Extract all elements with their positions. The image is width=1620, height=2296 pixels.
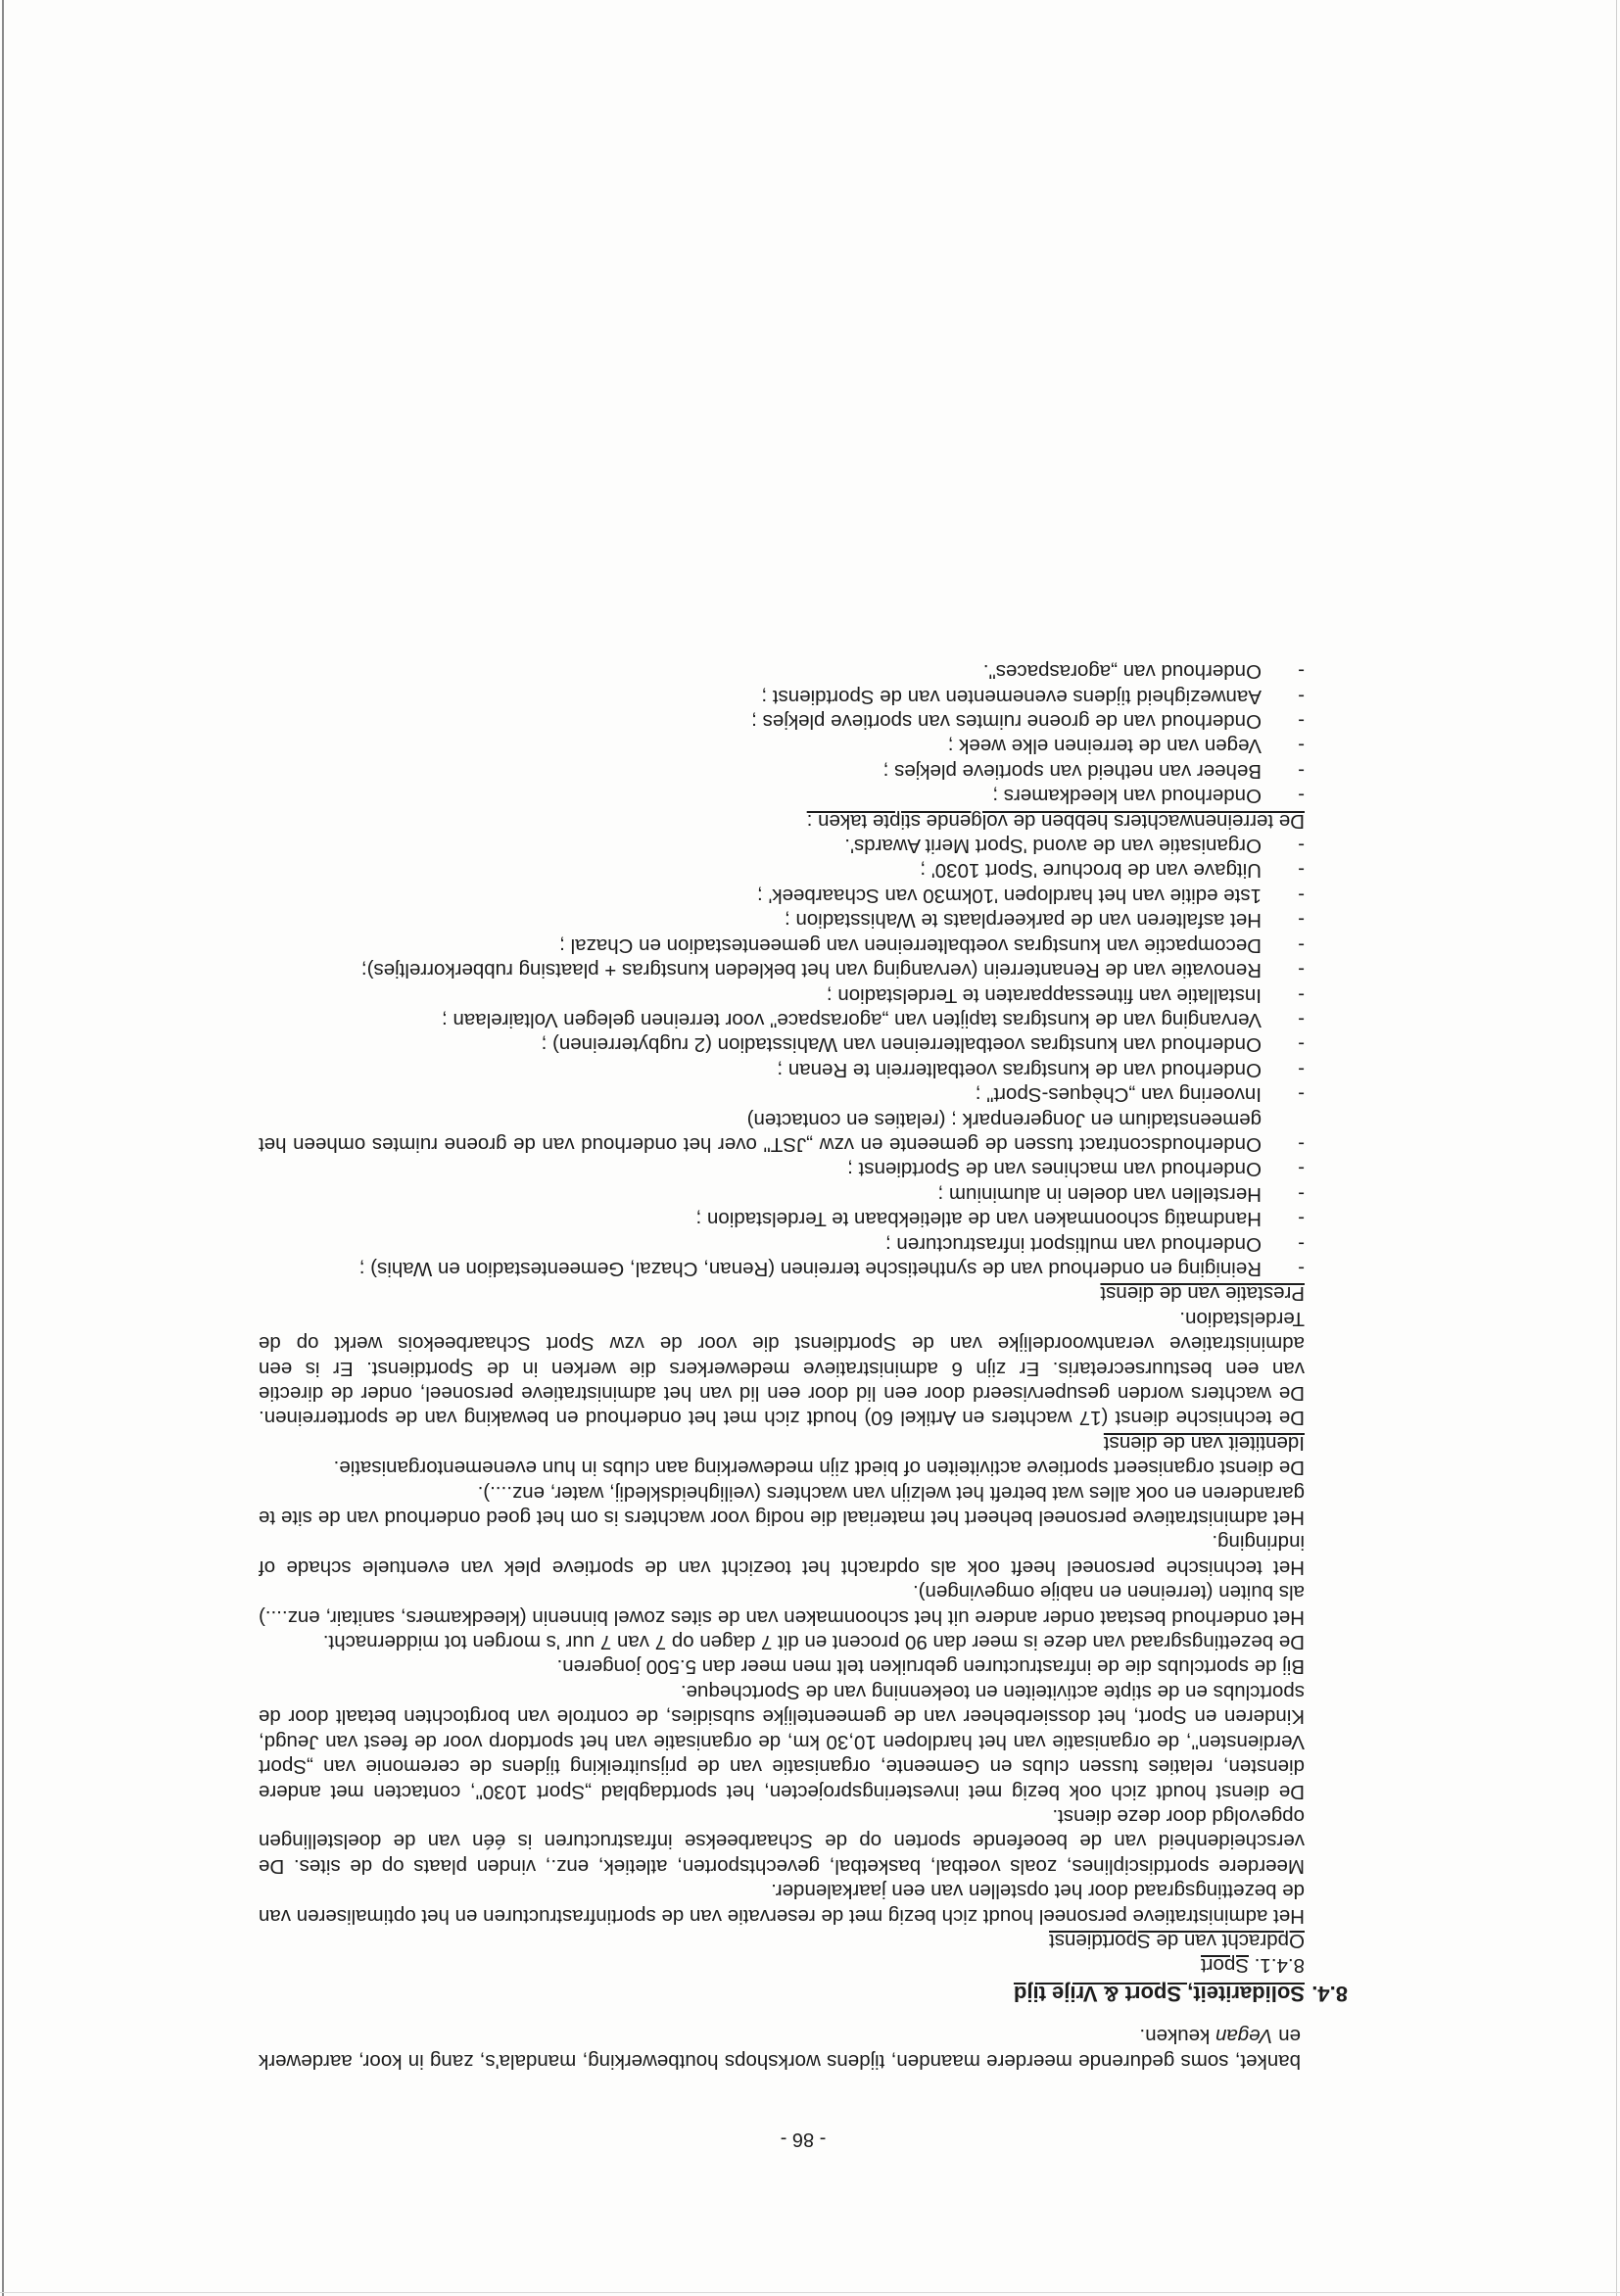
prestatie-list — [259, 834, 1305, 1281]
intro-italic: Vegan — [1215, 2025, 1273, 2048]
list-item: - Beheer van netheid van sportieve plekjes ; — [259, 758, 1305, 783]
opdracht-paragraph: Het technische personeel heeft ook als opdracht het toezicht van de sportieve plek van eventuele schade of indringing. — [259, 1531, 1305, 1579]
list-item: - Installatie van fitnessapparaten te Terdelstadion ; — [259, 982, 1305, 1007]
list-item: - Handmatig schoonmaken van de atletiekbaan te Terdelstadion ; — [259, 1207, 1305, 1231]
list-item: - Uitgave van de brochure 'Sport 1030' ; — [259, 858, 1305, 883]
list-item: - Onderhoud van „agoraspaces". — [259, 659, 1305, 684]
list-item: - Renovatie van de Renanterrein (vervanging van het bekleden kunstgras + plaatsing rubberkorreltjes); — [259, 958, 1305, 982]
identiteit-paragraph: De technische dienst (17 wachters en Artikel 60) houdt zich met het onderhoud en bewaking van de sportterreinen. De wachters worden gesuperviseerd door een lid door een lid van het administratieve personeel, onder de directie van een bestuursecretaris. Er zijn 6 administratieve medewerkers die werken in de Sportdienst. Er is een administratieve verantwoordelijke van de Sportdienst die voor de vzw Sport Schaarbeekois werkt op de Terdelstadion. — [259, 1307, 1305, 1430]
list-item: - Reiniging en onderhoud van de synthetische terreinen (Renan, Chazal, Gemeentestadion en Wahis) ; — [259, 1257, 1305, 1281]
list-item: - Herstellen van doelen in aluminium ; — [259, 1181, 1305, 1206]
list-item: - Onderhoud van kunstgras voetbalterreinen van Wahisstadion (2 rugbyterreinen) ; — [259, 1032, 1305, 1057]
prestatie-heading: Prestatie van de dienst — [1100, 1282, 1305, 1306]
list-item: - Onderhoud van de kunstgras voetbalterrein te Renan ; — [259, 1057, 1305, 1081]
list-item: - Onderhoud van kleedkamers ; — [259, 784, 1305, 808]
list-item: - 1ste editie van het hardlopen '10km30 van Schaarbeek' ; — [259, 884, 1305, 908]
opdracht-paragraph: Bij de sportclubs die de infrastructuren gebruiken telt men meer dan 5.500 jongeren. — [556, 1655, 1305, 1679]
list-item: - Vegen van de terreinen elke week ; — [259, 734, 1305, 758]
intro-text-before: banket, soms gedurende meerdere maanden, tijdens workshops houtbewerking, mandala's, zang in koor, aardewerk en — [259, 2025, 1301, 2073]
list-item: - Het asfalteren van de parkeerplaats te Wahisstadion ; — [259, 908, 1305, 933]
opdracht-paragraph: Het onderhoud bestaat onder andere uit het schoonmaken van de sites zowel binnenin (kleedkamers, sanitair, enz....) als buiten (terreinen en nabije omgevingen). — [259, 1581, 1305, 1629]
identiteit-heading: Identiteit van de dienst — [1103, 1431, 1305, 1455]
list-item: - Vervanging van de kunstgras tapijten van „agoraspace" voor terreinen gelegen Voltairelaan ; — [259, 1008, 1305, 1032]
intro-text-after: keuken. — [1139, 2025, 1215, 2048]
section-title: Solidariteit, Sport & Vrije tijd — [1013, 1981, 1305, 2006]
opdracht-heading: Opdracht van de Sportdienst — [1049, 1929, 1305, 1952]
opdracht-paragraph: Het administratieve personeel houdt zich bezig met de reservatie van de sportinfrastructuren en het optimaliseren van de bezettingsgraad door het opstellen van een jaarkalender. — [259, 1880, 1305, 1928]
opdracht-paragraph: Meerdere sportdisciplines, zoals voetbal, basketbal, gevechtsporten, atletiek, enz., vinden plaats op de sites. De verscheidenheid van de beoefende sporten op de Schaarbeekse infrastructuren is één van de doelstellingen opgevolgd door deze dienst. — [259, 1804, 1305, 1878]
subsection-title: Sport — [1201, 1954, 1249, 1978]
page-number: - 86 - — [780, 2129, 827, 2150]
list-item: - Aanwezigheid tijdens evenementen van de Sportdienst ; — [259, 684, 1305, 708]
taken-list — [259, 659, 1305, 808]
opdracht-paragraph: De dienst houdt zich ook bezig met investeringsprojecten, het sportdagblad „Sport 1030", contacten met andere diensten, relaties tussen clubs en Gemeente, organisatie van de prijsuitreiking tijdens de ceremonie van „Sport Verdiensten", de organisatie van het hardlopen 10,30 km, de organisatie van het sportdorp voor de feest van Jeugd, Kinderen en Sport, het dossierbeheer van de gemeentelijke subsidies, de controle van borgtochten betaalt door de sportclubs en de stipte activiteiten en toekenning van de Sportcheque. — [259, 1680, 1305, 1803]
opdracht-paragraph: De bezettingsgraad van deze is meer dan 90 procent en dit 7 dagen op 7 van 7 uur 's morgen tot middernacht. — [322, 1631, 1305, 1654]
intro-paragraph — [259, 2024, 1301, 2074]
list-item: - Onderhoud van multisport infrastructuren ; — [259, 1231, 1305, 1256]
opdracht-paragraph: Het administratieve personeel beheert het materiaal die nodig voor wachters is om het goed onderhoud van de site te garanderen en ook alles wat betreft het welzijn van wachters (veiligheidskledij, water, enz....). — [259, 1481, 1305, 1530]
section-heading — [259, 1981, 1348, 2005]
list-item: - Onderhoud van de groene ruimtes van sportieve plekjes ; — [259, 709, 1305, 734]
list-item: - Invoering van „Chèques-Sport" ; — [259, 1082, 1305, 1107]
section-number: 8.4. — [1311, 1981, 1348, 2006]
subsection-number: 8.4.1. — [1254, 1954, 1305, 1978]
opdracht-paragraph: De dienst organiseert sportieve activiteiten of biedt zijn medewerking aan clubs in hun evenementorganisatie. — [333, 1457, 1305, 1480]
subsection-heading — [259, 1953, 1305, 1978]
list-item: - Onderhoudscontract tussen de gemeente en vzw „JST" over het onderhoud van de groene ruimtes omheen het gemeenstadium en Jongerenpark ; (relaties en contacten) — [259, 1107, 1305, 1157]
taken-heading: De terreinenwachters hebben de volgende stipte taken : — [806, 809, 1305, 833]
list-item: - Onderhoud van machines van de Sportdienst ; — [259, 1157, 1305, 1181]
document-content — [259, 659, 1348, 2151]
list-item: - Organisatie van de avond 'Sport Merit Awards'. — [259, 834, 1305, 858]
list-item: - Decompactie van kunstgras voetbalterreinen van gemeentestadion en Chazal ; — [259, 933, 1305, 957]
section-body — [259, 659, 1305, 1979]
